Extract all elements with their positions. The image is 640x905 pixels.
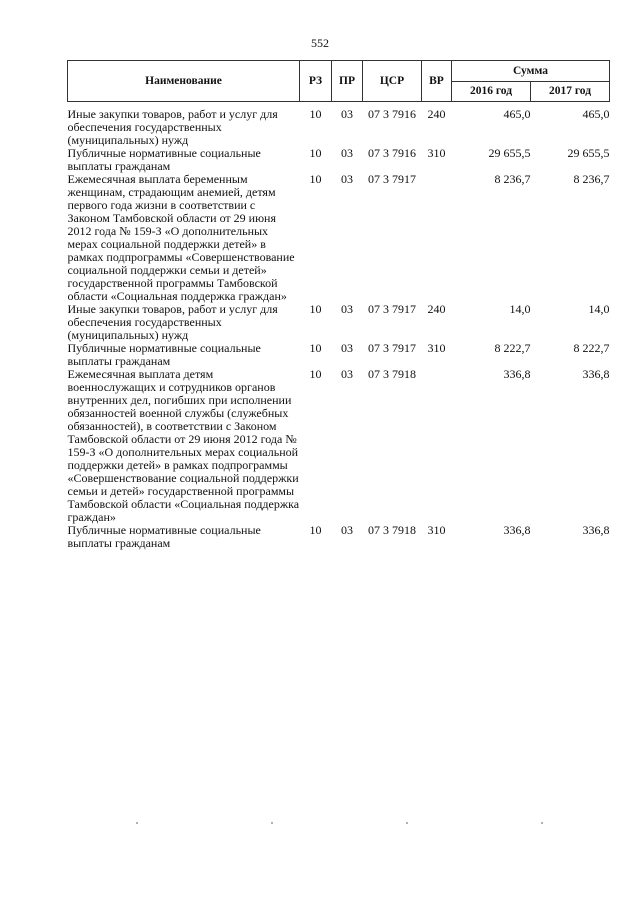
header-year-2016: 2016 год xyxy=(452,82,531,102)
header-sum: Сумма xyxy=(452,61,610,82)
row-csr: 07 3 7917 xyxy=(368,302,416,316)
row-pr: 03 xyxy=(341,367,353,381)
row-pr: 03 xyxy=(341,146,353,160)
table-row xyxy=(68,108,610,147)
table-row xyxy=(68,368,610,524)
row-sum-2017: 8 236,7 xyxy=(573,172,610,186)
row-rz: 10 xyxy=(309,107,322,121)
row-vr xyxy=(422,173,452,303)
row-name: Публичные нормативные социальные выплаты гражданам xyxy=(67,523,261,550)
row-csr: 07 3 7916 xyxy=(368,146,416,160)
row-vr: 240 xyxy=(427,107,446,121)
scan-dot xyxy=(406,822,408,824)
row-vr: 240 xyxy=(427,302,446,316)
row-rz: 10 xyxy=(309,367,322,381)
row-csr: 07 3 7916 xyxy=(368,107,416,121)
row-sum-2016: 465,0 xyxy=(503,107,531,121)
row-sum-2017: 14,0 xyxy=(588,302,610,316)
row-pr: 03 xyxy=(341,302,353,316)
row-sum-2017: 336,8 xyxy=(582,523,610,537)
table-row xyxy=(68,147,610,173)
row-vr xyxy=(422,368,452,524)
row-name: Иные закупки товаров, работ и услуг для обеспечения государственных (муниципальных) нужд xyxy=(67,107,278,147)
budget-table xyxy=(67,60,610,550)
row-csr: 07 3 7918 xyxy=(368,367,416,381)
row-pr: 03 xyxy=(341,523,353,537)
row-sum-2017: 465,0 xyxy=(582,107,610,121)
header-csr: ЦСР xyxy=(363,61,422,102)
header-rz: РЗ xyxy=(300,61,332,102)
row-rz: 10 xyxy=(309,341,322,355)
row-name: Иные закупки товаров, работ и услуг для обеспечения государственных (муниципальных) нужд xyxy=(67,302,278,342)
row-sum-2016: 8 236,7 xyxy=(494,172,531,186)
row-csr: 07 3 7918 xyxy=(368,523,416,537)
row-vr: 310 xyxy=(427,341,446,355)
row-vr: 310 xyxy=(427,146,446,160)
row-sum-2017: 8 222,7 xyxy=(573,341,610,355)
scan-dot xyxy=(271,822,273,824)
page-number: 552 xyxy=(311,36,329,50)
header-vr: ВР xyxy=(422,61,452,102)
row-csr: 07 3 7917 xyxy=(368,341,416,355)
row-rz: 10 xyxy=(309,302,322,316)
row-name: Публичные нормативные социальные выплаты гражданам xyxy=(67,146,261,173)
scan-dot xyxy=(136,822,138,824)
row-rz: 10 xyxy=(309,172,322,186)
row-pr: 03 xyxy=(341,107,353,121)
row-sum-2017: 336,8 xyxy=(582,367,610,381)
row-sum-2016: 29 655,5 xyxy=(488,146,531,160)
row-sum-2016: 336,8 xyxy=(503,367,531,381)
table-row xyxy=(68,303,610,342)
row-name: Публичные нормативные социальные выплаты гражданам xyxy=(67,341,261,368)
row-rz: 10 xyxy=(309,146,322,160)
header-name: Наименование xyxy=(68,61,300,102)
row-pr: 03 xyxy=(341,341,353,355)
header-pr: ПР xyxy=(332,61,363,102)
row-sum-2016: 8 222,7 xyxy=(494,341,531,355)
row-name: Ежемесячная выплата детям военнослужащих и сотрудников органов внутренних дел, погибших при исполнении обязанностей военной службы (служебных обязанностей), в соответствии с Законом Тамбовской области от 29 июня 2012 года № 159-З «О дополнительных мерах социальной поддержки детей» в рамках подпрограммы «Совершенствование социальной поддержки семьи и детей» государственной программы Тамбовской области «Социальная поддержка граждан» xyxy=(67,367,300,524)
row-rz: 10 xyxy=(309,523,322,537)
row-csr: 07 3 7917 xyxy=(368,172,416,186)
table-row xyxy=(68,524,610,550)
scan-dots xyxy=(0,822,640,828)
table-row xyxy=(68,173,610,303)
row-pr: 03 xyxy=(341,172,353,186)
scan-dot xyxy=(541,822,543,824)
table-row xyxy=(68,342,610,368)
row-name: Ежемесячная выплата беременным женщинам, страдающим анемией, детям первого года жизни в соответствии с Законом Тамбовской области от 29 июня 2012 года № 159-З «О дополнительных мерах социальной поддержки детей» в рамках подпрограммы «Совершенствование социальной поддержки семьи и детей» государственной программы Тамбовской области «Социальная поддержка граждан» xyxy=(67,172,295,303)
row-sum-2016: 14,0 xyxy=(509,302,531,316)
header-year-2017: 2017 год xyxy=(531,82,610,102)
row-vr: 310 xyxy=(427,523,446,537)
row-sum-2016: 336,8 xyxy=(503,523,531,537)
row-sum-2017: 29 655,5 xyxy=(567,146,610,160)
